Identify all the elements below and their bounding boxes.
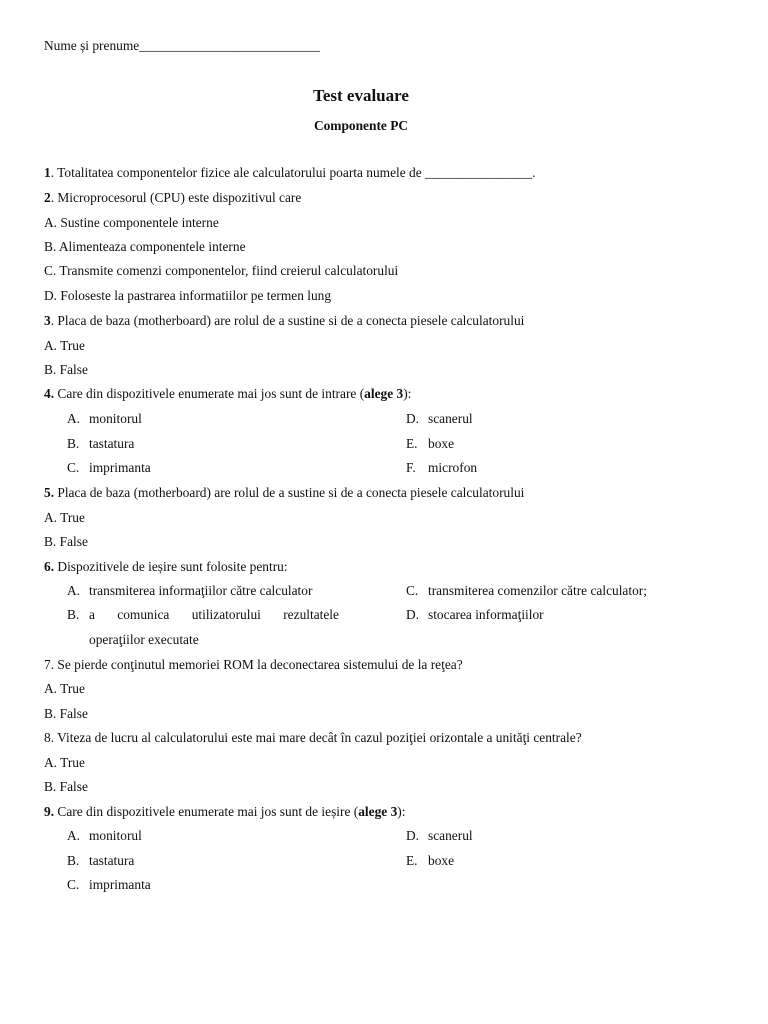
option-text: stocarea informaţiilor bbox=[428, 607, 544, 622]
answer-option[interactable]: A. True bbox=[44, 681, 85, 696]
question-instruction: alege 3 bbox=[364, 386, 404, 401]
question-number: 2 bbox=[44, 190, 51, 205]
option-text: imprimanta bbox=[89, 877, 151, 892]
answer-option[interactable]: B. False bbox=[44, 706, 88, 721]
option-letter: B. bbox=[67, 436, 80, 451]
option-text: monitorul bbox=[89, 828, 142, 843]
option-word: a bbox=[89, 607, 95, 622]
option-word: comunica bbox=[117, 607, 170, 622]
option-word: rezultatele bbox=[283, 607, 339, 622]
question-text-end: ): bbox=[403, 386, 412, 401]
question-9 bbox=[44, 804, 405, 820]
question-5 bbox=[44, 485, 524, 501]
option-text: scanerul bbox=[428, 828, 473, 843]
question-3 bbox=[44, 313, 524, 329]
option-text: microfon bbox=[428, 460, 478, 475]
option-text: boxe bbox=[428, 853, 455, 868]
answer-option[interactable]: B. False bbox=[44, 779, 88, 794]
option-text: boxe bbox=[428, 436, 455, 451]
option-row bbox=[0, 828, 768, 844]
question-text: Care din dispozitivele enumerate mai jos sunt de intrare ( bbox=[54, 386, 365, 401]
answer-option[interactable]: A. True bbox=[44, 338, 85, 353]
page-subtitle: Componente PC bbox=[313, 118, 409, 133]
option-word: utilizatorului bbox=[191, 607, 261, 622]
question-number: 1 bbox=[44, 165, 51, 180]
option-text: transmiterea comenzilor către calculator; bbox=[428, 583, 647, 598]
name-field bbox=[44, 38, 320, 54]
option-letter: C. bbox=[67, 460, 80, 475]
question-text: Dispozitivele de ieșire sunt folosite pentru: bbox=[54, 559, 288, 574]
option-letter: E. bbox=[406, 436, 418, 451]
option-letter: A. bbox=[67, 828, 81, 843]
option-text: transmiterea informaţiilor către calculator bbox=[89, 583, 313, 598]
question-4 bbox=[44, 386, 411, 402]
option-letter: C. bbox=[67, 877, 80, 892]
option-letter: A. bbox=[67, 583, 81, 598]
option-row bbox=[0, 460, 768, 476]
question-text-end: ): bbox=[397, 804, 406, 819]
question-text: . Placa de baza (motherboard) are rolul de a sustine si de a conecta piesele calculatorului bbox=[50, 313, 525, 328]
answer-option[interactable]: B. Alimenteaza componentele interne bbox=[44, 239, 246, 254]
question-8: 8. Viteza de lucru al calculatorului este mai mare decât în cazul poziţiei orizontale a unităţi centrale? bbox=[44, 730, 582, 745]
question-number: 3 bbox=[44, 313, 51, 328]
question-number: 4. bbox=[44, 386, 55, 401]
question-instruction: alege 3 bbox=[358, 804, 398, 819]
answer-option[interactable]: A. True bbox=[44, 755, 85, 770]
option-row bbox=[0, 607, 768, 623]
option-text bbox=[89, 607, 339, 623]
option-letter: A. bbox=[67, 411, 81, 426]
option-letter: E. bbox=[406, 853, 418, 868]
option-letter: D. bbox=[406, 411, 420, 426]
option-text: scanerul bbox=[428, 411, 473, 426]
option-text-continued: operaţiilor executate bbox=[89, 632, 199, 647]
question-text: Placa de baza (motherboard) are rolul de a sustine si de a conecta piesele calculatorului bbox=[54, 485, 525, 500]
option-letter: B. bbox=[67, 607, 80, 622]
answer-option[interactable]: A. True bbox=[44, 510, 85, 525]
option-letter: F. bbox=[406, 460, 416, 475]
option-letter: B. bbox=[67, 853, 80, 868]
option-row bbox=[0, 877, 768, 893]
option-row bbox=[0, 436, 768, 452]
question-6 bbox=[44, 559, 288, 575]
option-letter: D. bbox=[406, 828, 420, 843]
name-blank[interactable]: ___________________________ bbox=[139, 38, 320, 53]
name-label: Nume și prenume bbox=[44, 38, 140, 53]
option-text: tastatura bbox=[89, 853, 135, 868]
answer-option[interactable]: B. False bbox=[44, 362, 88, 377]
question-number: 9. bbox=[44, 804, 55, 819]
question-number: 6. bbox=[44, 559, 55, 574]
option-row bbox=[0, 583, 768, 599]
option-text: imprimanta bbox=[89, 460, 151, 475]
question-2 bbox=[44, 190, 301, 206]
option-text: monitorul bbox=[89, 411, 142, 426]
option-text: tastatura bbox=[89, 436, 135, 451]
answer-option[interactable]: D. Foloseste la pastrarea informatiilor pe termen lung bbox=[44, 288, 332, 303]
question-1 bbox=[44, 165, 536, 181]
option-letter: D. bbox=[406, 607, 420, 622]
option-row bbox=[0, 853, 768, 869]
option-row bbox=[0, 411, 768, 427]
page-title: Test evaluare bbox=[313, 86, 409, 105]
option-letter: C. bbox=[406, 583, 419, 598]
question-text: . Totalitatea componentelor fizice ale calculatorului poarta numele de ________________. bbox=[50, 165, 536, 180]
answer-option[interactable]: B. False bbox=[44, 534, 88, 549]
question-number: 5. bbox=[44, 485, 55, 500]
question-7: 7. Se pierde conţinutul memoriei ROM la deconectarea sistemului de la reţea? bbox=[44, 657, 463, 672]
question-text: Care din dispozitivele enumerate mai jos sunt de ieșire ( bbox=[54, 804, 359, 819]
answer-option[interactable]: C. Transmite comenzi componentelor, fiind creierul calculatorului bbox=[44, 263, 399, 278]
question-text: . Microprocesorul (CPU) este dispozitivul care bbox=[50, 190, 302, 205]
answer-option[interactable]: A. Sustine componentele interne bbox=[44, 215, 219, 230]
